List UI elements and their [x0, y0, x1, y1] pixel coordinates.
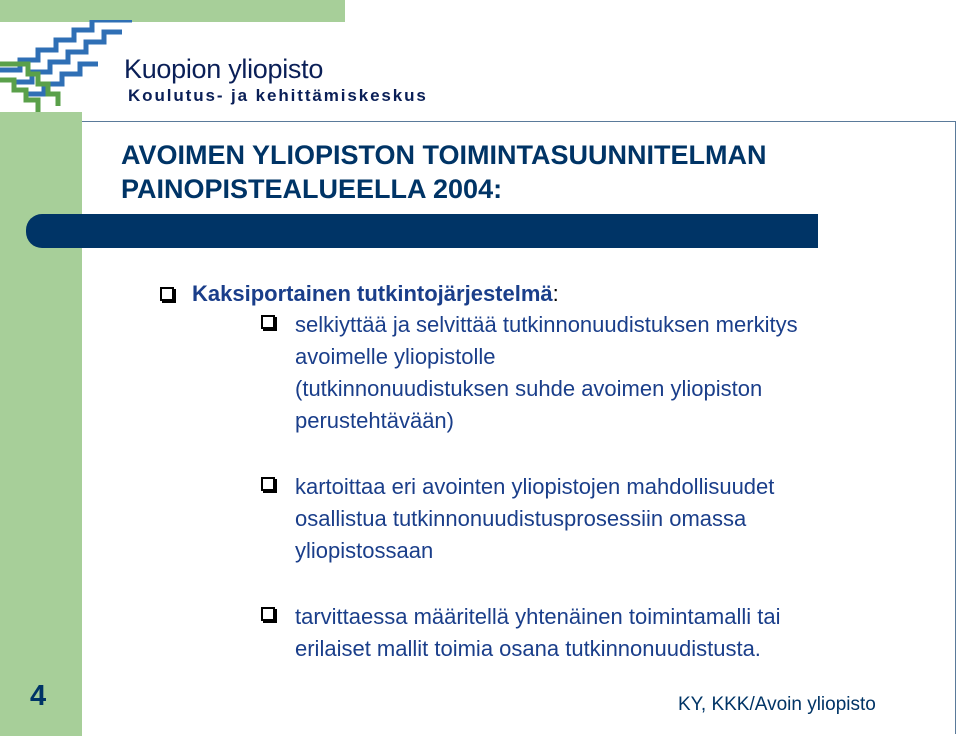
sub-bullet-text	[295, 471, 774, 567]
main-bullet	[160, 281, 559, 307]
sub-bullet-line: tarvittaessa määritellä yhtenäinen toimintamalli tai	[295, 604, 781, 629]
sub-bullet-line: erilaiset mallit toimia osana tutkinnonuudistusta.	[295, 636, 761, 661]
sub-bullet-line: avoimelle yliopistolle	[295, 344, 496, 369]
sub-bullet-line: selkiyttää ja selvittää tutkinnonuudistuksen merkitys	[295, 312, 798, 337]
main-bullet-colon: :	[552, 281, 559, 306]
university-name: Kuopion yliopisto	[124, 54, 324, 84]
sub-bullet-line: (tutkinnonuudistuksen suhde avoimen yliopiston	[295, 376, 763, 401]
title-underline-bar	[26, 214, 818, 248]
checkbox-bullet-icon	[261, 607, 275, 621]
page-number: 4	[30, 680, 47, 712]
sub-bullet-line: perustehtävään)	[295, 408, 454, 433]
sub-bullet-line: yliopistossaan	[295, 538, 434, 563]
left-green-strip	[0, 112, 82, 736]
university-stairs-logo-icon	[0, 20, 140, 115]
sub-bullet-line: osallistua tutkinnonuudistusprosessiin omassa	[295, 506, 747, 531]
top-green-strip	[0, 0, 345, 22]
sub-bullet-text	[295, 309, 798, 437]
checkbox-bullet-icon	[261, 477, 275, 491]
checkbox-bullet-icon	[261, 315, 275, 329]
checkbox-bullet-icon	[160, 287, 174, 301]
slide-title	[121, 138, 767, 206]
slide-title-line: PAINOPISTEALUEELLA 2004:	[121, 174, 503, 204]
department-name: Koulutus- ja kehittämiskeskus	[128, 86, 428, 105]
slide-title-line: AVOIMEN YLIOPISTON TOIMINTASUUNNITELMAN	[121, 140, 767, 170]
sub-bullet-text	[295, 601, 780, 665]
sub-bullet-line: kartoittaa eri avointen yliopistojen mahdollisuudet	[295, 474, 775, 499]
main-bullet-text: Kaksiportainen tutkintojärjestelmä	[192, 281, 553, 306]
footer-text: KY, KKK/Avoin yliopisto	[678, 694, 876, 715]
main-bullet-label	[192, 281, 559, 307]
